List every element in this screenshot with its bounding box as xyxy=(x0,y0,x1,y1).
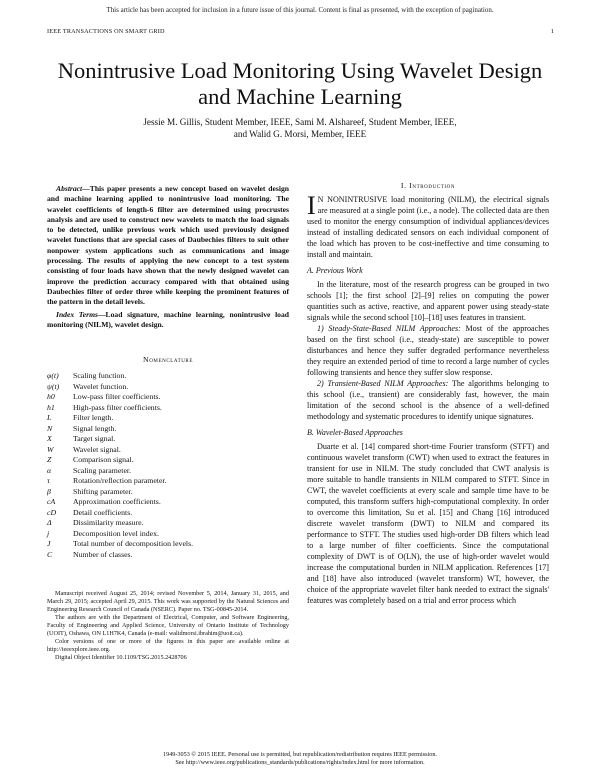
intro-paragraph-5: Duarte et al. [14] compared short-time Fourier transform (STFT) and continuous wavelet transform (CWT) when used to extract the features in transient for use in NILM. The study concluded that CWT analysis is more suitable to handle transients in NILM compared to STFT. Since in CWT, the wavelet coefficients at every scale and sample time have to be computed, this transform suffers high-computational complexity. In order to overcome this limitation, Su et al. [15] and Chang [16] introduced discrete wavelet transform (DWT) to NILM and compared its performance to STFT. The studies used high-order DB filters which lead to a large number of filter coefficients. Since the computational complexity of DWT is of O(LN), the use of high-order wavelet would increase the computational burden in NILM application. References [17] and [18] have also introduced (wavelet transform) WT, however, the choice of the appropriate wavelet filter bank needed to extract the signals' features was completely based on a trial and error process which xyxy=(307,442,549,605)
rights-link-line: See http://www.ieee.org/publications_standards/publications/rights/index.html for more information. xyxy=(175,759,425,766)
steady-state-text: Most of the approaches based on the first school (i.e., steady-state) are susceptible to power disturbances and hence they suffer degraded performance nevertheless they require an extended period of time to record a large number of cycles following transients and hence they suffer slow response. xyxy=(307,324,549,377)
nomenclature-definition: Total number of decomposition levels. xyxy=(73,539,194,549)
nomenclature-symbol: L xyxy=(47,413,52,423)
nomenclature-definition: Wavelet function. xyxy=(73,381,129,391)
nomenclature-definition: Decomposition level index. xyxy=(73,528,159,538)
intro-paragraph-1 xyxy=(307,191,549,260)
footnote-affiliation: The authors are with the Department of Electrical, Computer, and Software Engineering, Faculty of Engineering and Applied Science, University of Ontario Institute of Technology (UOIT), Oshawa, ON L1H7K4, Canada (e-mail: walidmorsi.ibrahim@uoit.ca). xyxy=(47,614,289,637)
copyright-line: 1949-3053 © 2015 IEEE. Personal use is permitted, but republication/redistribution requires IEEE permission. xyxy=(163,751,437,758)
nomenclature-definition: Signal length. xyxy=(73,423,117,433)
nomenclature-definition: Scaling parameter. xyxy=(73,465,132,475)
left-column xyxy=(47,180,289,560)
nomenclature-definition: Target signal. xyxy=(73,434,116,444)
nomenclature-row xyxy=(47,539,289,550)
nomenclature-definition: Comparison signal. xyxy=(73,455,134,465)
nomenclature-definition: Low-pass filter coefficients. xyxy=(73,392,161,402)
nomenclature-definition: Filter length. xyxy=(73,413,114,423)
nomenclature-definition: Rotation/reflection parameter. xyxy=(73,476,167,486)
page-number: 1 xyxy=(550,28,554,35)
nomenclature-row xyxy=(47,445,289,456)
nomenclature-definition: Dissimilarity measure. xyxy=(73,518,144,528)
nomenclature-definition: Approximation coefficients. xyxy=(73,497,161,507)
nomenclature-row xyxy=(47,529,289,540)
nomenclature-definition: Detail coefficients. xyxy=(73,507,133,517)
footnote-color: Color versions of one or more of the figures in this paper are available online at http://ieeexplore.ieee.org. xyxy=(47,638,289,653)
nomenclature-symbol: β xyxy=(47,486,51,496)
nomenclature-row xyxy=(47,455,289,466)
nomenclature-row xyxy=(47,476,289,487)
nomenclature-row xyxy=(47,382,289,393)
acceptance-banner: This article has been accepted for inclusion in a future issue of this journal. Content is final as presented, with the exception of pagination. xyxy=(106,6,494,14)
abstract-text: This paper presents a new concept based on wavelet design and machine learning applied to nonintrusive load monitoring. The wavelet coefficients of length-6 filter are determined using procrustes analysis and are used to construct new wavelets to match the load signals to be detected, unlike previous work which used previously designed wavelet functions that are special cases of Daubechies filters to suit other nonpower system applications such as communications and image processing. The results of applying the new concept to a test system consisting of four loads have shown that the newly designed wavelet can improve the prediction accuracy compared with that obtained using Daubechies filter of order three while keeping the prominent features of the pattern in the detail levels. xyxy=(47,184,289,307)
nomenclature-definition: High-pass filter coefficients. xyxy=(73,402,162,412)
nomenclature-symbol: φ(t) xyxy=(47,371,59,381)
nomenclature-row xyxy=(47,487,289,498)
nomenclature-symbol: h0 xyxy=(47,392,55,402)
intro-paragraph-3 xyxy=(307,323,549,378)
subsection-previous-work: A. Previous Work xyxy=(307,266,363,275)
nomenclature-symbol: C xyxy=(47,549,53,559)
intro-paragraph-2: In the literature, most of the research progress can be grouped in two schools [1]; the first school [2]–[9] relies on computing the power quantities such as active, reactive, and apparent power using steady-state signals while the second school [10]–[18] uses features in transient. xyxy=(307,280,549,322)
abstract-lead: Abstract xyxy=(56,184,83,193)
nomenclature-row xyxy=(47,424,289,435)
nomenclature-row xyxy=(47,413,289,424)
nomenclature-definition: Wavelet signal. xyxy=(73,444,121,454)
nomenclature-symbol: α xyxy=(47,465,52,475)
intro-paragraph-4 xyxy=(307,378,549,422)
transient-text: The algorithms belonging to this school (i.e., transient) are considerably fast, however, the main limitation of the second school is the absence of a well-defined methodology and systematic procedures to identify unique signatures. xyxy=(307,379,549,421)
nomenclature-symbol: h1 xyxy=(47,402,55,412)
intro-p1-text: N NONINTRUSIVE load monitoring (NILM), the electrical signals are measured at a single point (i.e., a node). The collected data are then used to monitor the energy consumption of individual appliances/devices instead of installing dedicated sensors on each individual component of the load which has proven to be cost-ineffective and time consuming to install and maintain. xyxy=(307,195,549,259)
nomenclature-row xyxy=(47,466,289,477)
nomenclature-definition: Shifting parameter. xyxy=(73,486,133,496)
steady-state-lead: 1) Steady-State-Based NILM Approaches: xyxy=(317,324,461,333)
running-head: IEEE TRANSACTIONS ON SMART GRID xyxy=(47,28,165,35)
footnotes xyxy=(47,590,289,662)
nomenclature-row xyxy=(47,497,289,508)
nomenclature-definition: Scaling function. xyxy=(73,371,127,381)
nomenclature-symbol: J xyxy=(47,539,51,549)
author-line-2: and Walid G. Morsi, Member, IEEE xyxy=(233,129,367,139)
index-terms-lead: Index Terms xyxy=(56,309,98,319)
author-line-1: Jessie M. Gillis, Student Member, IEEE, Sami M. Alshareef, Student Member, IEEE, xyxy=(143,117,457,127)
nomenclature-list xyxy=(47,371,289,560)
author-block xyxy=(60,116,540,140)
nomenclature-row xyxy=(47,550,289,561)
nomenclature-symbol: cA xyxy=(47,497,56,507)
nomenclature-symbol: τ xyxy=(47,476,50,486)
right-column xyxy=(307,180,549,606)
abstract: Abstract—This paper presents a new concept based on wavelet design and machine learning applied to nonintrusive load monitoring. The wavelet coefficients of length-6 filter are determined using procrustes analysis and are used to construct new wavelets to match the load signals to be detected, unlike previous work which used previously designed wavelet functions that are special cases of Daubechies filters to suit other nonpower system applications such as communications and image processing. The results of applying the new concept to a test system consisting of four loads have shown that the newly designed wavelet can improve the prediction accuracy compared with that obtained using Daubechies filter of order three while keeping the prominent features of the pattern in the detail levels. xyxy=(47,184,289,307)
footnote-manuscript: Manuscript received August 25, 2014; revised November 5, 2014, January 31, 2015, and March 29, 2015; accepted April 29, 2015. This work was supported by the Natural Sciences and Engineering Research Council of Canada (NSERC). Paper no. TSG-00845-2014. xyxy=(47,590,289,613)
dropcap-letter: I xyxy=(307,191,316,220)
nomenclature-row xyxy=(47,403,289,414)
nomenclature-row xyxy=(47,508,289,519)
subsection-wavelet-approaches: B. Wavelet-Based Approaches xyxy=(307,428,403,437)
nomenclature-symbol: W xyxy=(47,444,54,454)
nomenclature-row xyxy=(47,392,289,403)
nomenclature-symbol: Z xyxy=(47,455,52,465)
paper-title: Nonintrusive Load Monitoring Using Wavelet Design and Machine Learning xyxy=(57,58,543,109)
nomenclature-symbol: cD xyxy=(47,507,57,517)
nomenclature-symbol: j xyxy=(47,528,50,538)
index-terms-text: Load signature, machine learning, nonintrusive load monitoring (NILM), wavelet design. xyxy=(47,309,289,329)
nomenclature-definition: Number of classes. xyxy=(73,549,133,559)
transient-lead: 2) Transient-Based NILM Approaches: xyxy=(317,379,449,388)
nomenclature-symbol: ψ(t) xyxy=(47,381,60,391)
intro-heading: I. Introduction xyxy=(400,181,456,190)
footnote-doi: Digital Object Identifier 10.1109/TSG.2015.2428706 xyxy=(55,654,187,661)
nomenclature-row xyxy=(47,371,289,382)
nomenclature-symbol: Δ xyxy=(47,518,52,528)
nomenclature-heading: Nomenclature xyxy=(142,355,194,365)
nomenclature-row xyxy=(47,518,289,529)
nomenclature-row xyxy=(47,434,289,445)
index-terms: Index Terms—Load signature, machine learning, nonintrusive load monitoring (NILM), wavelet design. xyxy=(47,309,289,329)
nomenclature-symbol: X xyxy=(47,434,52,444)
nomenclature-symbol: N xyxy=(47,423,53,433)
copyright-footer xyxy=(0,751,600,767)
